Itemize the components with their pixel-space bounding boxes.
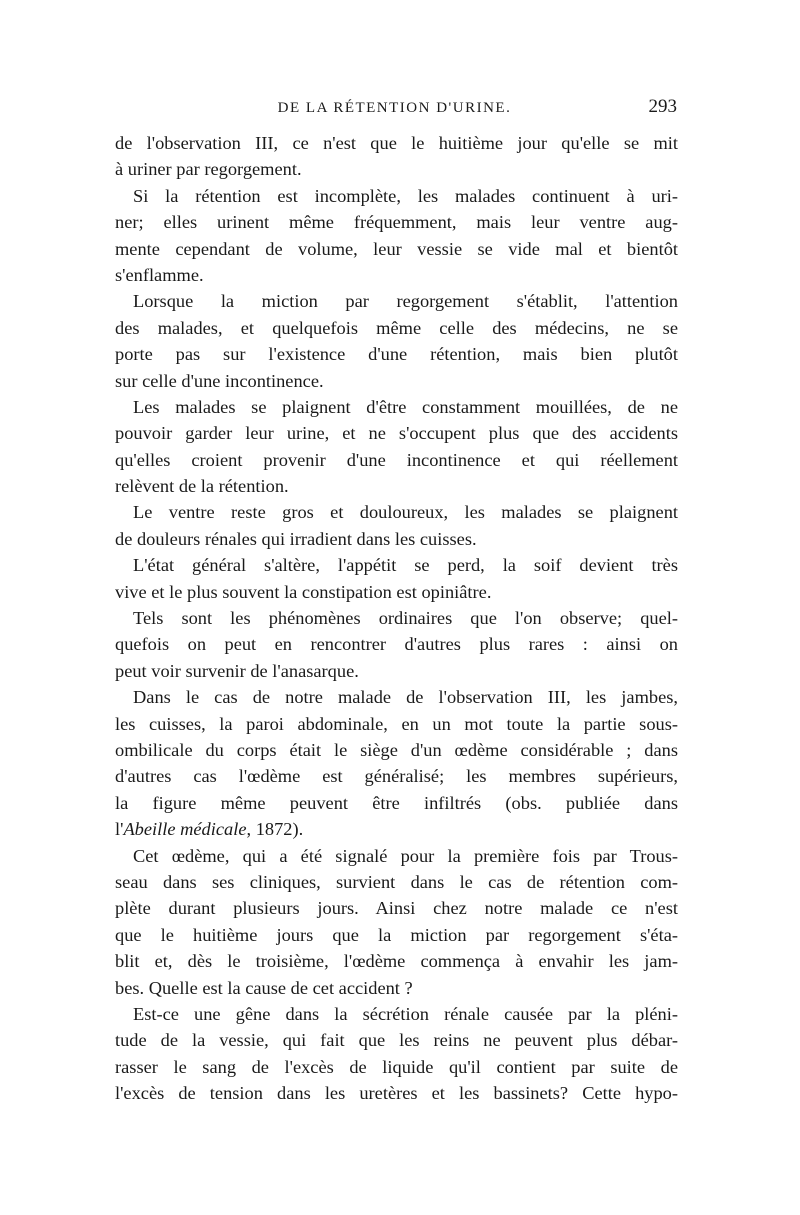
text-line: blit et, dès le troisième, l'œdème commença à envahir les jam- (115, 951, 678, 972)
text-line: mente cependant de volume, leur vessie se vide mal et bientôt (115, 238, 678, 259)
text-line: tude de la vessie, qui fait que les reins ne peuvent plus débar- (115, 1030, 678, 1051)
text-line: Le ventre reste gros et douloureux, les malades se plaignent (133, 502, 678, 523)
text-line: que le huitième jours que la miction par regorgement s'éta- (115, 924, 678, 945)
text-line: plète durant plusieurs jours. Ainsi chez notre malade ce n'est (115, 898, 678, 919)
text-line: qu'elles croient provenir d'une incontinence et qui réellement (115, 449, 678, 470)
text-line: les cuisses, la paroi abdominale, en un mot toute la partie sous- (115, 713, 678, 734)
text-line: vive et le plus souvent la constipation est opiniâtre. (115, 581, 492, 602)
body-text (115, 130, 678, 1106)
text-line: L'état général s'altère, l'appétit se perd, la soif devient très (133, 555, 678, 576)
text-line: Cet œdème, qui a été signalé pour la première fois par Trous- (133, 845, 678, 866)
running-head (112, 94, 677, 124)
text-line: Lorsque la miction par regorgement s'établit, l'attention (133, 291, 678, 312)
text-line: d'autres cas l'œdème est généralisé; les membres supérieurs, (115, 766, 678, 787)
page-number: 293 (648, 96, 677, 117)
text-line: seau dans ses cliniques, survient dans le cas de rétention com- (115, 871, 678, 892)
text-line: relèvent de la rétention. (115, 476, 289, 497)
text-line: Est-ce une gêne dans la sécrétion rénale causée par la pléni- (133, 1003, 678, 1024)
text-line: de douleurs rénales qui irradient dans les cuisses. (115, 528, 477, 549)
journal-title: Abeille médicale (123, 819, 247, 840)
text-line: peut voir survenir de l'anasarque. (115, 660, 359, 681)
text-line: l'excès de tension dans les uretères et les bassinets? Cette hypo- (115, 1083, 678, 1104)
text-line: sur celle d'une incontinence. (115, 370, 324, 391)
text-fragment: , 1872). (246, 819, 304, 840)
text-line: rasser le sang de l'excès de liquide qu'il contient par suite de (115, 1056, 678, 1077)
running-title: DE LA RÉTENTION D'URINE. (277, 100, 512, 116)
text-line: ombilicale du corps était le siège d'un œdème considérable ; dans (115, 739, 678, 760)
text-line: Dans le cas de notre malade de l'observation III, les jambes, (133, 687, 678, 708)
text-line: Les malades se plaignent d'être constamment mouillées, de ne (133, 396, 678, 417)
text-line: ner; elles urinent même fréquemment, mais leur ventre aug- (115, 212, 678, 233)
text-line: bes. Quelle est la cause de cet accident ? (115, 977, 413, 998)
text-line: la figure même peuvent être infiltrés (obs. publiée dans (115, 792, 678, 813)
text-line: pouvoir garder leur urine, et ne s'occupent plus que des accidents (115, 423, 678, 444)
text-line: porte pas sur l'existence d'une rétention, mais bien plutôt (115, 344, 678, 365)
text-line: à uriner par regorgement. (115, 159, 302, 180)
text-line: Tels sont les phénomènes ordinaires que l'on observe; quel- (133, 608, 678, 629)
text-line: Si la rétention est incomplète, les malades continuent à uri- (133, 185, 678, 206)
text-line: de l'observation III, ce n'est que le huitième jour qu'elle se mit (115, 133, 678, 153)
text-line: quefois on peut en rencontrer d'autres plus rares : ainsi on (115, 634, 678, 655)
text-fragment: l' (115, 819, 124, 840)
text-line: des malades, et quelquefois même celle des médecins, ne se (115, 317, 678, 338)
text-line: s'enflamme. (115, 264, 204, 285)
text-line (115, 816, 678, 842)
